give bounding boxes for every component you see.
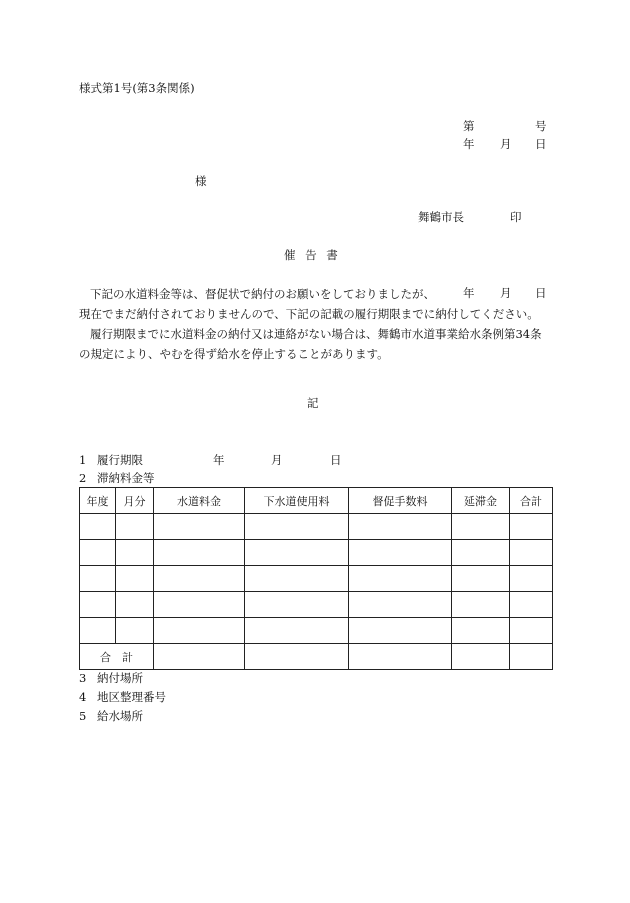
table-cell (116, 566, 154, 592)
table-cell (349, 592, 452, 618)
table-cell (349, 618, 452, 644)
body-line-1 (79, 284, 559, 304)
deadline-day-label: 日 (330, 453, 342, 467)
table-cell (116, 540, 154, 566)
table-cell (510, 618, 553, 644)
header-total: 合計 (510, 488, 553, 514)
table-cell (245, 540, 349, 566)
table-cell (349, 566, 452, 592)
table-cell (510, 540, 553, 566)
table-cell (154, 540, 245, 566)
document-title: 催 告 書 (284, 248, 341, 262)
header-month: 月分 (116, 488, 154, 514)
item-2-number: 2 (79, 471, 87, 485)
table-cell (154, 644, 245, 670)
body-line-1-text: 下記の水道料金等は、督促状で納付のお願いをしておりましたが、 (90, 287, 435, 301)
table-cell (80, 618, 116, 644)
table-cell (245, 566, 349, 592)
table-total-row (80, 644, 553, 670)
date-day-label: 日 (535, 137, 547, 151)
date-month-label: 月 (500, 137, 512, 151)
item-3-number: 3 (79, 671, 87, 685)
body-month-label: 月 (500, 286, 512, 300)
body-text (79, 284, 559, 364)
deadline-year-label: 年 (213, 453, 225, 467)
header-late-charge: 延滞金 (452, 488, 510, 514)
table-row (80, 514, 553, 540)
arrears-table (79, 487, 553, 670)
body-year-label: 年 (463, 286, 475, 300)
header-fiscal-year: 年度 (80, 488, 116, 514)
item-1-number: 1 (79, 453, 87, 467)
table-cell (245, 514, 349, 540)
table-cell (80, 566, 116, 592)
item-2-label: 滞納料金等 (97, 471, 155, 485)
table-cell (452, 644, 510, 670)
table-row (80, 618, 553, 644)
table-cell (349, 514, 452, 540)
table-cell (349, 644, 452, 670)
addressee-honorific: 様 (195, 174, 207, 188)
table-cell (154, 592, 245, 618)
table-cell (349, 540, 452, 566)
table-cell (452, 514, 510, 540)
body-line-3-text: 履行期限までに水道料金の納付又は連絡がない場合は、舞鶴市水道事業給水条例第34条 (90, 327, 542, 341)
table-cell (510, 514, 553, 540)
item-5-label: 給水場所 (97, 709, 143, 723)
table-cell (245, 592, 349, 618)
body-line-3 (79, 324, 559, 344)
issuer-title: 舞鶴市長 (418, 210, 464, 224)
deadline-month-label: 月 (271, 453, 283, 467)
table-cell (80, 592, 116, 618)
table-cell (154, 514, 245, 540)
table-cell (116, 592, 154, 618)
doc-number-prefix: 第 (463, 119, 475, 133)
table-row (80, 592, 553, 618)
total-label: 合 計 (80, 644, 154, 670)
body-line-4: の規定により、やむを得ず給水を停止することがあります。 (79, 347, 389, 361)
item-3-label: 納付場所 (97, 671, 143, 685)
header-sewer-fee: 下水道使用料 (245, 488, 349, 514)
table-cell (510, 592, 553, 618)
table-header-row (80, 488, 553, 514)
table-cell (245, 618, 349, 644)
header-reminder-fee: 督促手数料 (349, 488, 452, 514)
table-cell (452, 592, 510, 618)
item-4-number: 4 (79, 690, 87, 704)
table-cell (452, 566, 510, 592)
table-cell (154, 618, 245, 644)
item-5-number: 5 (79, 709, 87, 723)
body-line-2: 現在でまだ納付されておりませんので、下記の記載の履行期限までに納付してください。 (79, 307, 539, 321)
table-cell (80, 514, 116, 540)
doc-number-suffix: 号 (535, 119, 547, 133)
item-1-label: 履行期限 (97, 453, 143, 467)
date-year-label: 年 (463, 137, 475, 151)
table-row (80, 540, 553, 566)
issuer-seal: 印 (510, 210, 522, 224)
table-cell (452, 618, 510, 644)
item-4-label: 地区整理番号 (97, 690, 166, 704)
form-number: 様式第1号(第3条関係) (79, 81, 195, 95)
table-cell (116, 514, 154, 540)
table-cell (80, 540, 116, 566)
table-cell (452, 540, 510, 566)
table-cell (510, 644, 553, 670)
table-cell (510, 566, 553, 592)
body-day-label: 日 (535, 286, 547, 300)
header-water-fee: 水道料金 (154, 488, 245, 514)
table-cell (245, 644, 349, 670)
ki-heading: 記 (307, 396, 319, 410)
table-row (80, 566, 553, 592)
table-cell (154, 566, 245, 592)
table-cell (116, 618, 154, 644)
